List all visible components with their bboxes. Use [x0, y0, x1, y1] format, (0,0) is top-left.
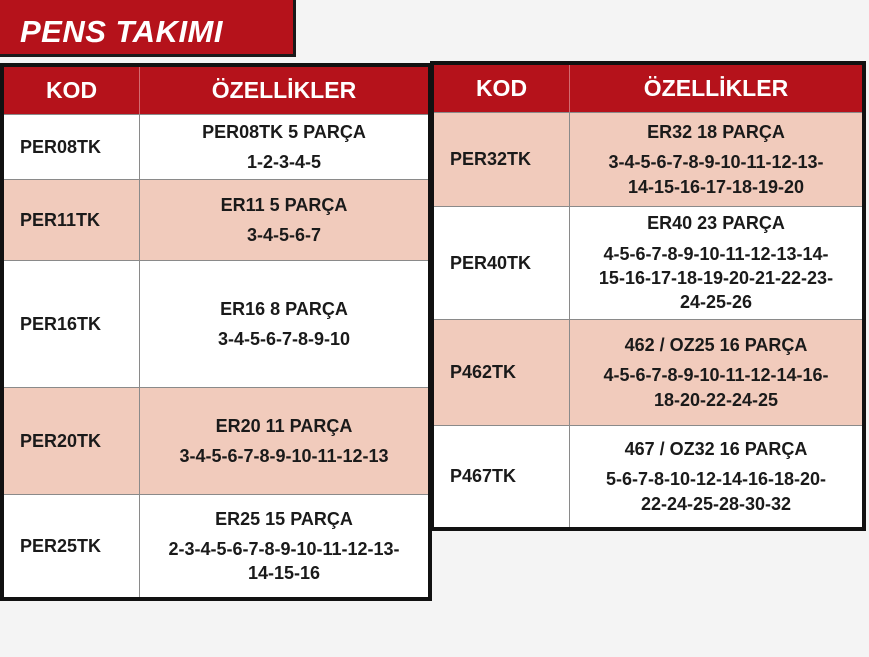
spec-sizes: 22-24-25-28-30-32 [640, 493, 792, 514]
table-header [4, 67, 428, 114]
table-row [4, 387, 428, 494]
table-row [434, 112, 862, 206]
spec-sizes: 15-16-17-18-19-20-21-22-23- [598, 268, 834, 288]
pens-table-left [0, 63, 432, 601]
header-kod: KOD [4, 67, 140, 114]
spec-sizes: 18-20-22-24-25 [653, 389, 779, 410]
page-title: PENS TAKIMI [20, 14, 223, 49]
header-kod: KOD [434, 65, 570, 112]
spec-title: ER11 5 PARÇA [220, 194, 348, 215]
table-row [4, 494, 428, 597]
header-ozellikler: ÖZELLİKLER [643, 75, 789, 101]
product-spec [570, 113, 862, 206]
spec-sizes: 14-15-16 [247, 563, 321, 584]
spec-sizes: 3-4-5-6-7-8-9-10 [217, 329, 351, 349]
product-code: PER20TK [4, 388, 140, 494]
spec-title: ER32 18 PARÇA [647, 122, 785, 143]
pens-table-right [430, 61, 866, 531]
spec-title: ER25 15 PARÇA [215, 508, 353, 529]
header-ozellikler: ÖZELLİKLER [211, 77, 357, 103]
spec-sizes: 3-4-5-6-7-8-9-10-11-12-13- [608, 152, 824, 173]
spec-sizes: 3-4-5-6-7-8-9-10-11-12-13 [179, 446, 389, 466]
spec-sizes: 3-4-5-6-7 [246, 225, 322, 245]
table-row [434, 206, 862, 319]
spec-title: PER08TK 5 PARÇA [202, 121, 366, 142]
table-row [434, 425, 862, 527]
table-row [4, 260, 428, 387]
spec-title: ER20 11 PARÇA [215, 415, 353, 436]
product-code: PER32TK [434, 113, 570, 206]
spec-title: ER16 8 PARÇA [220, 298, 348, 319]
spec-title: ER40 23 PARÇA [647, 213, 785, 234]
table-row [4, 114, 428, 179]
product-spec [140, 115, 428, 179]
product-code: PER25TK [4, 495, 140, 597]
product-spec [140, 495, 428, 597]
product-code: PER40TK [434, 207, 570, 319]
title-banner [0, 0, 296, 57]
product-spec [570, 320, 862, 425]
product-code: PER11TK [4, 180, 140, 260]
product-code: PER16TK [4, 261, 140, 387]
product-code: P462TK [434, 320, 570, 425]
spec-title: 462 / OZ25 16 PARÇA [624, 335, 808, 356]
product-spec [570, 426, 862, 527]
spec-sizes: 2-3-4-5-6-7-8-9-10-11-12-13- [168, 538, 400, 559]
spec-sizes: 4-5-6-7-8-9-10-11-12-14-16- [603, 365, 829, 386]
spec-title: 467 / OZ32 16 PARÇA [624, 439, 808, 460]
product-code: P467TK [434, 426, 570, 527]
product-code: PER08TK [4, 115, 140, 179]
spec-sizes: 5-6-7-8-10-12-14-16-18-20- [605, 469, 827, 490]
product-spec [140, 388, 428, 494]
table-header [434, 65, 862, 112]
product-spec [140, 180, 428, 260]
spec-sizes: 14-15-16-17-18-19-20 [627, 176, 805, 197]
product-spec [570, 207, 862, 319]
product-spec [140, 261, 428, 387]
spec-sizes: 4-5-6-7-8-9-10-11-12-13-14- [603, 243, 829, 264]
spec-sizes: 1-2-3-4-5 [246, 152, 322, 172]
spec-sizes: 24-25-26 [679, 292, 753, 313]
table-row [4, 179, 428, 260]
table-row [434, 319, 862, 425]
